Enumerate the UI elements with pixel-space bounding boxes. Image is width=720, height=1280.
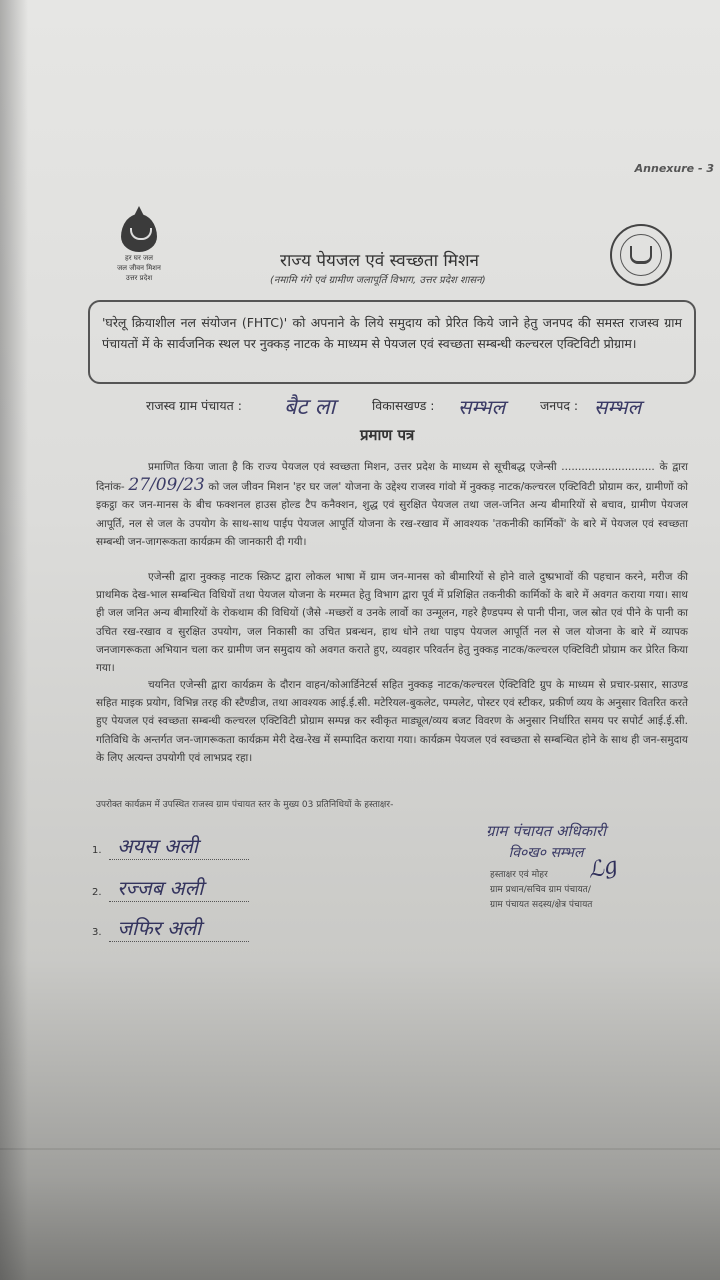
location-fields-row	[146, 393, 666, 423]
representative-signature: अयस अली	[109, 832, 249, 860]
logo-text-line2: जल जीवन मिशन	[117, 264, 161, 272]
officer-stamp-text	[490, 868, 670, 913]
representative-signature: रज्जब अली	[109, 874, 249, 902]
paragraph-1-part-a: प्रमाणित किया जाता है कि राज्य पेयजल एवं स्वच्छता मिशन, उत्तर प्रदेश के माध्यम से सूचीबद्ध एजेन्सी ............................ के द्वारा दिनांक-	[96, 461, 688, 494]
water-drop-icon	[121, 214, 157, 252]
officer-signature-scribble: ℒg	[585, 853, 621, 884]
certificate-title: प्रमाण पत्र	[360, 426, 415, 444]
officer-title: ग्राम पंचायत अधिकारी	[486, 822, 607, 840]
representatives-intro: उपरोक्त कार्यक्रम में उपस्थित राजस्व ग्राम पंचायत स्तर के मुख्य 03 प्रतिनिधियों के हस्ताक्षर-	[96, 800, 394, 810]
representative-3	[92, 914, 249, 942]
up-government-emblem-icon	[610, 224, 672, 286]
program-description-box: 'घरेलू क्रियाशील नल संयोजन (FHTC)' को अपनाने के लिये समुदाय को प्रेरित किये जाने हेतु जनपद की समस्त राजस्व ग्राम पंचायतों में के सार्वजनिक स्थल पर नुक्कड़ नाटक के माध्यम से पेयजल एवं स्वच्छता सम्बन्धी कल्चरल एक्टिविटी प्रोग्राम।	[88, 300, 696, 384]
officer-block-name: वि०ख० सम्भल	[508, 845, 584, 861]
janpad-label: जनपद :	[540, 398, 579, 413]
event-date: 27/09/23	[128, 475, 205, 496]
paragraph-1-part-b: को जल जीवन मिशन 'हर घर जल' योजना के उद्देश्य राजस्व गांवो में नुक्कड़ नाटक/कल्चरल एक्टिविटी प्रोग्राम कर, ग्रामीणों को इकट्ठा कर जन-मानस के बीच फक्शनल हाउस होल्ड टैप कनैक्शन, शुद्ध एवं सुरक्षित पेयजल तथा जल-जनित अन्य बीमारियों से बचाव, ग्रामीण पेयजल आपूर्ति, नल से जल के उपयोग के साथ-साथ पाईप पेयजल आपूर्ति योजना के रख-रखाव में आवश्यक 'तकनीकी कार्मिकों' के बारे में पेयजल एवं स्वच्छता सम्बन्धी जन-जागरूकता कार्यक्रम की जानकारी दी गयी।	[96, 481, 688, 548]
vikas-khand-label: विकासखण्ड :	[372, 398, 435, 413]
janpad-value: सम्भल	[594, 395, 642, 419]
har-ghar-jal-logo	[104, 214, 174, 282]
page-edge-shadow	[0, 0, 28, 1280]
representative-1	[92, 832, 249, 860]
paragraph-1	[96, 458, 688, 551]
paper-fold	[0, 1148, 720, 1150]
gram-panchayat-value: बैट ला	[284, 395, 336, 420]
organization-subtitle: (नमामि गंगे एवं ग्रामीण जलापूर्ति विभाग, उत्तर प्रदेश शासन)	[270, 275, 486, 286]
vikas-khand-value: सम्भल	[458, 395, 506, 419]
logo-text-line1: हर घर जल	[125, 254, 153, 262]
paragraph-2: एजेन्सी द्वारा नुक्कड़ नाटक स्क्रिप्ट द्वारा लोकल भाषा में ग्राम जन-मानस को बीमारियों से होने वाले दुष्प्रभावों की पहचान करने, मरीज की प्राथमिक देख-भाल सम्बन्धित विधियों तथा पेयजल योजना के मरम्मत हेतु विभाग द्वारा पूर्व में प्रशिक्षित तकनीकी कार्मिकों के बारे में अवगत कराया गया। साथ ही जल जनित अन्य बीमारियों के रोकथाम की विधियों (जैसे -मच्छरों व उनके लार्वो का उन्मूलन, गहरे हैण्डपम्प से पानी पीना, जल स्रोत एवं पीने के पानी का उचित रख-रखाव व सुरक्षित उपयोग, जल निकासी का उचित प्रबन्धन, हाथ धोने तथा पाइप पेयजल आपूर्ति नल से जल योजना के बारे में व्यापक जनजागरूकता अभियान चला कर ग्रामीण जन समुदाय को अवगत कराते हुए, व्यवहार परिवर्तन हेतु नुक्कड़ नाटक/कल्चरल एक्टिविटी प्रोग्राम कर प्रेरित किया गया।	[96, 571, 688, 675]
paragraph-3: चयनित एजेन्सी द्वारा कार्यक्रम के दौरान वाहन/कोआर्डिनेटर्स सहित नुक्कड़ नाटक/कल्चरल ऐक्टिविटि ग्रुप के माध्यम से प्रचार-प्रसार, साउण्ड सहित माइक प्रयोग, विभिन्न तरह की स्टैण्डीज, तथा आवश्यक आई.ई.सी. मटेरियल-बुकलेट, पम्पलेट, पोस्टर एवं स्टीकर, प्रकीर्ण व्यय के अनुसार वितरित करते हुए पेयजल एवं स्वच्छता सम्बन्धी कल्चरल एक्टिविटी प्रोग्राम सम्पन्न कर स्वीकृत माड्यूल/व्यय बजट विवरण के अनुसार निर्धारित समय पर सपोर्ट आई.ई.सी. गतिविधि के अन्तर्गत जन-जागरूकता कार्यक्रम मेरी देख-रेख में सम्पादित कराया गया। कार्यक्रम पेयजल एवं स्वच्छता से सम्बन्धित होने के साथ ही जन-समुदाय के लिए अत्यन्त उपयोगी एवं लाभप्रद रहा।	[96, 679, 688, 764]
representative-number: 2.	[92, 887, 102, 898]
officer-role-line1: ग्राम प्रधान/सचिव ग्राम पंचायत/	[490, 885, 591, 895]
representative-number: 3.	[92, 927, 102, 938]
organization-title: राज्य पेयजल एवं स्वच्छता मिशन	[280, 251, 479, 271]
gram-panchayat-label: राजस्व ग्राम पंचायत :	[146, 398, 242, 413]
officer-block	[486, 820, 606, 864]
representative-number: 1.	[92, 845, 102, 856]
logo-text-line3: उत्तर प्रदेश	[125, 274, 153, 282]
representative-2	[92, 874, 249, 902]
annexure-label: Annexure - 3	[634, 162, 714, 175]
representative-signature: जफिर अली	[109, 914, 249, 942]
signature-label: हस्ताक्षर एवं मोहर	[490, 870, 548, 880]
officer-role-line2: ग्राम पंचायत सदस्य/क्षेत्र पंचायत	[490, 900, 593, 910]
